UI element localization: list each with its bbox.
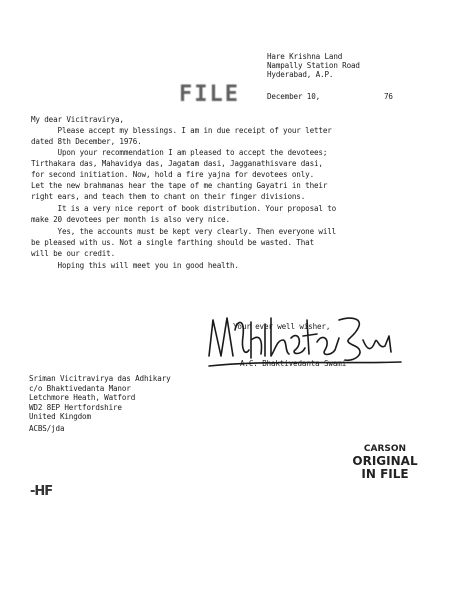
body-line: right ears, and teach them to chant on their finger divisions.: [31, 192, 306, 201]
typist-initials: ACBS/jda: [29, 424, 65, 433]
signer-name: A.C. Bhaktivedanta Swami: [240, 359, 347, 368]
closing: Your ever well wisher,: [233, 322, 331, 331]
body-line: dated 8th December, 1976.: [31, 137, 142, 146]
carson-stamp-line-1: CARSON: [363, 444, 407, 454]
recipient-line: Letchmore Heath, Watford: [29, 393, 136, 402]
address-line-3: Hyderabad, A.P.: [267, 70, 334, 79]
recipient-line: c/o Bhaktivedanta Manor: [29, 384, 131, 393]
carson-stamp-line-3: IN FILE: [361, 467, 409, 481]
date-year: 76: [384, 92, 393, 101]
body-line: be pleased with us. Not a single farthing should be wasted. That: [31, 238, 314, 247]
date: December 10,: [267, 92, 321, 101]
body-line: make 20 devotees per month is also very nice.: [31, 215, 230, 224]
salutation: My dear Vicitravirya,: [31, 115, 124, 124]
body-line: Upon your recommendation I am pleased to accept the devotees;: [31, 148, 328, 157]
recipient-line: WD2 8EP Hertfordshire: [29, 403, 122, 412]
file-stamp: FILE: [179, 82, 240, 107]
body-line: Tirthakara das, Mahavidya das, Jagatam dasi, Jagganathisvare dasi,: [31, 159, 323, 168]
footer-mark: -HF: [30, 484, 53, 499]
body-line: Hoping this will meet you in good health.: [31, 261, 239, 270]
body-line: will be our credit.: [31, 249, 116, 258]
address-line-1: Hare Krishna Land: [267, 52, 343, 61]
body-line: Let the new brahmanas hear the tape of me chanting Gayatri in their: [31, 181, 328, 190]
recipient-line: Sriman Vicitravirya das Adhikary: [29, 374, 171, 383]
carson-stamp: [352, 444, 418, 481]
body-line: Please accept my blessings. I am in due receipt of your letter: [31, 126, 332, 135]
carson-stamp-line-2: ORIGINAL: [352, 454, 418, 468]
body-line: for second initiation. Now, hold a fire yajna for devotees only.: [31, 170, 314, 179]
body-line: Yes, the accounts must be kept very clearly. Then everyone will: [31, 227, 337, 236]
recipient-line: United Kingdom: [29, 412, 91, 421]
address-line-2: Nampally Station Road: [267, 61, 360, 70]
body-line: It is a very nice report of book distribution. Your proposal to: [31, 204, 337, 213]
